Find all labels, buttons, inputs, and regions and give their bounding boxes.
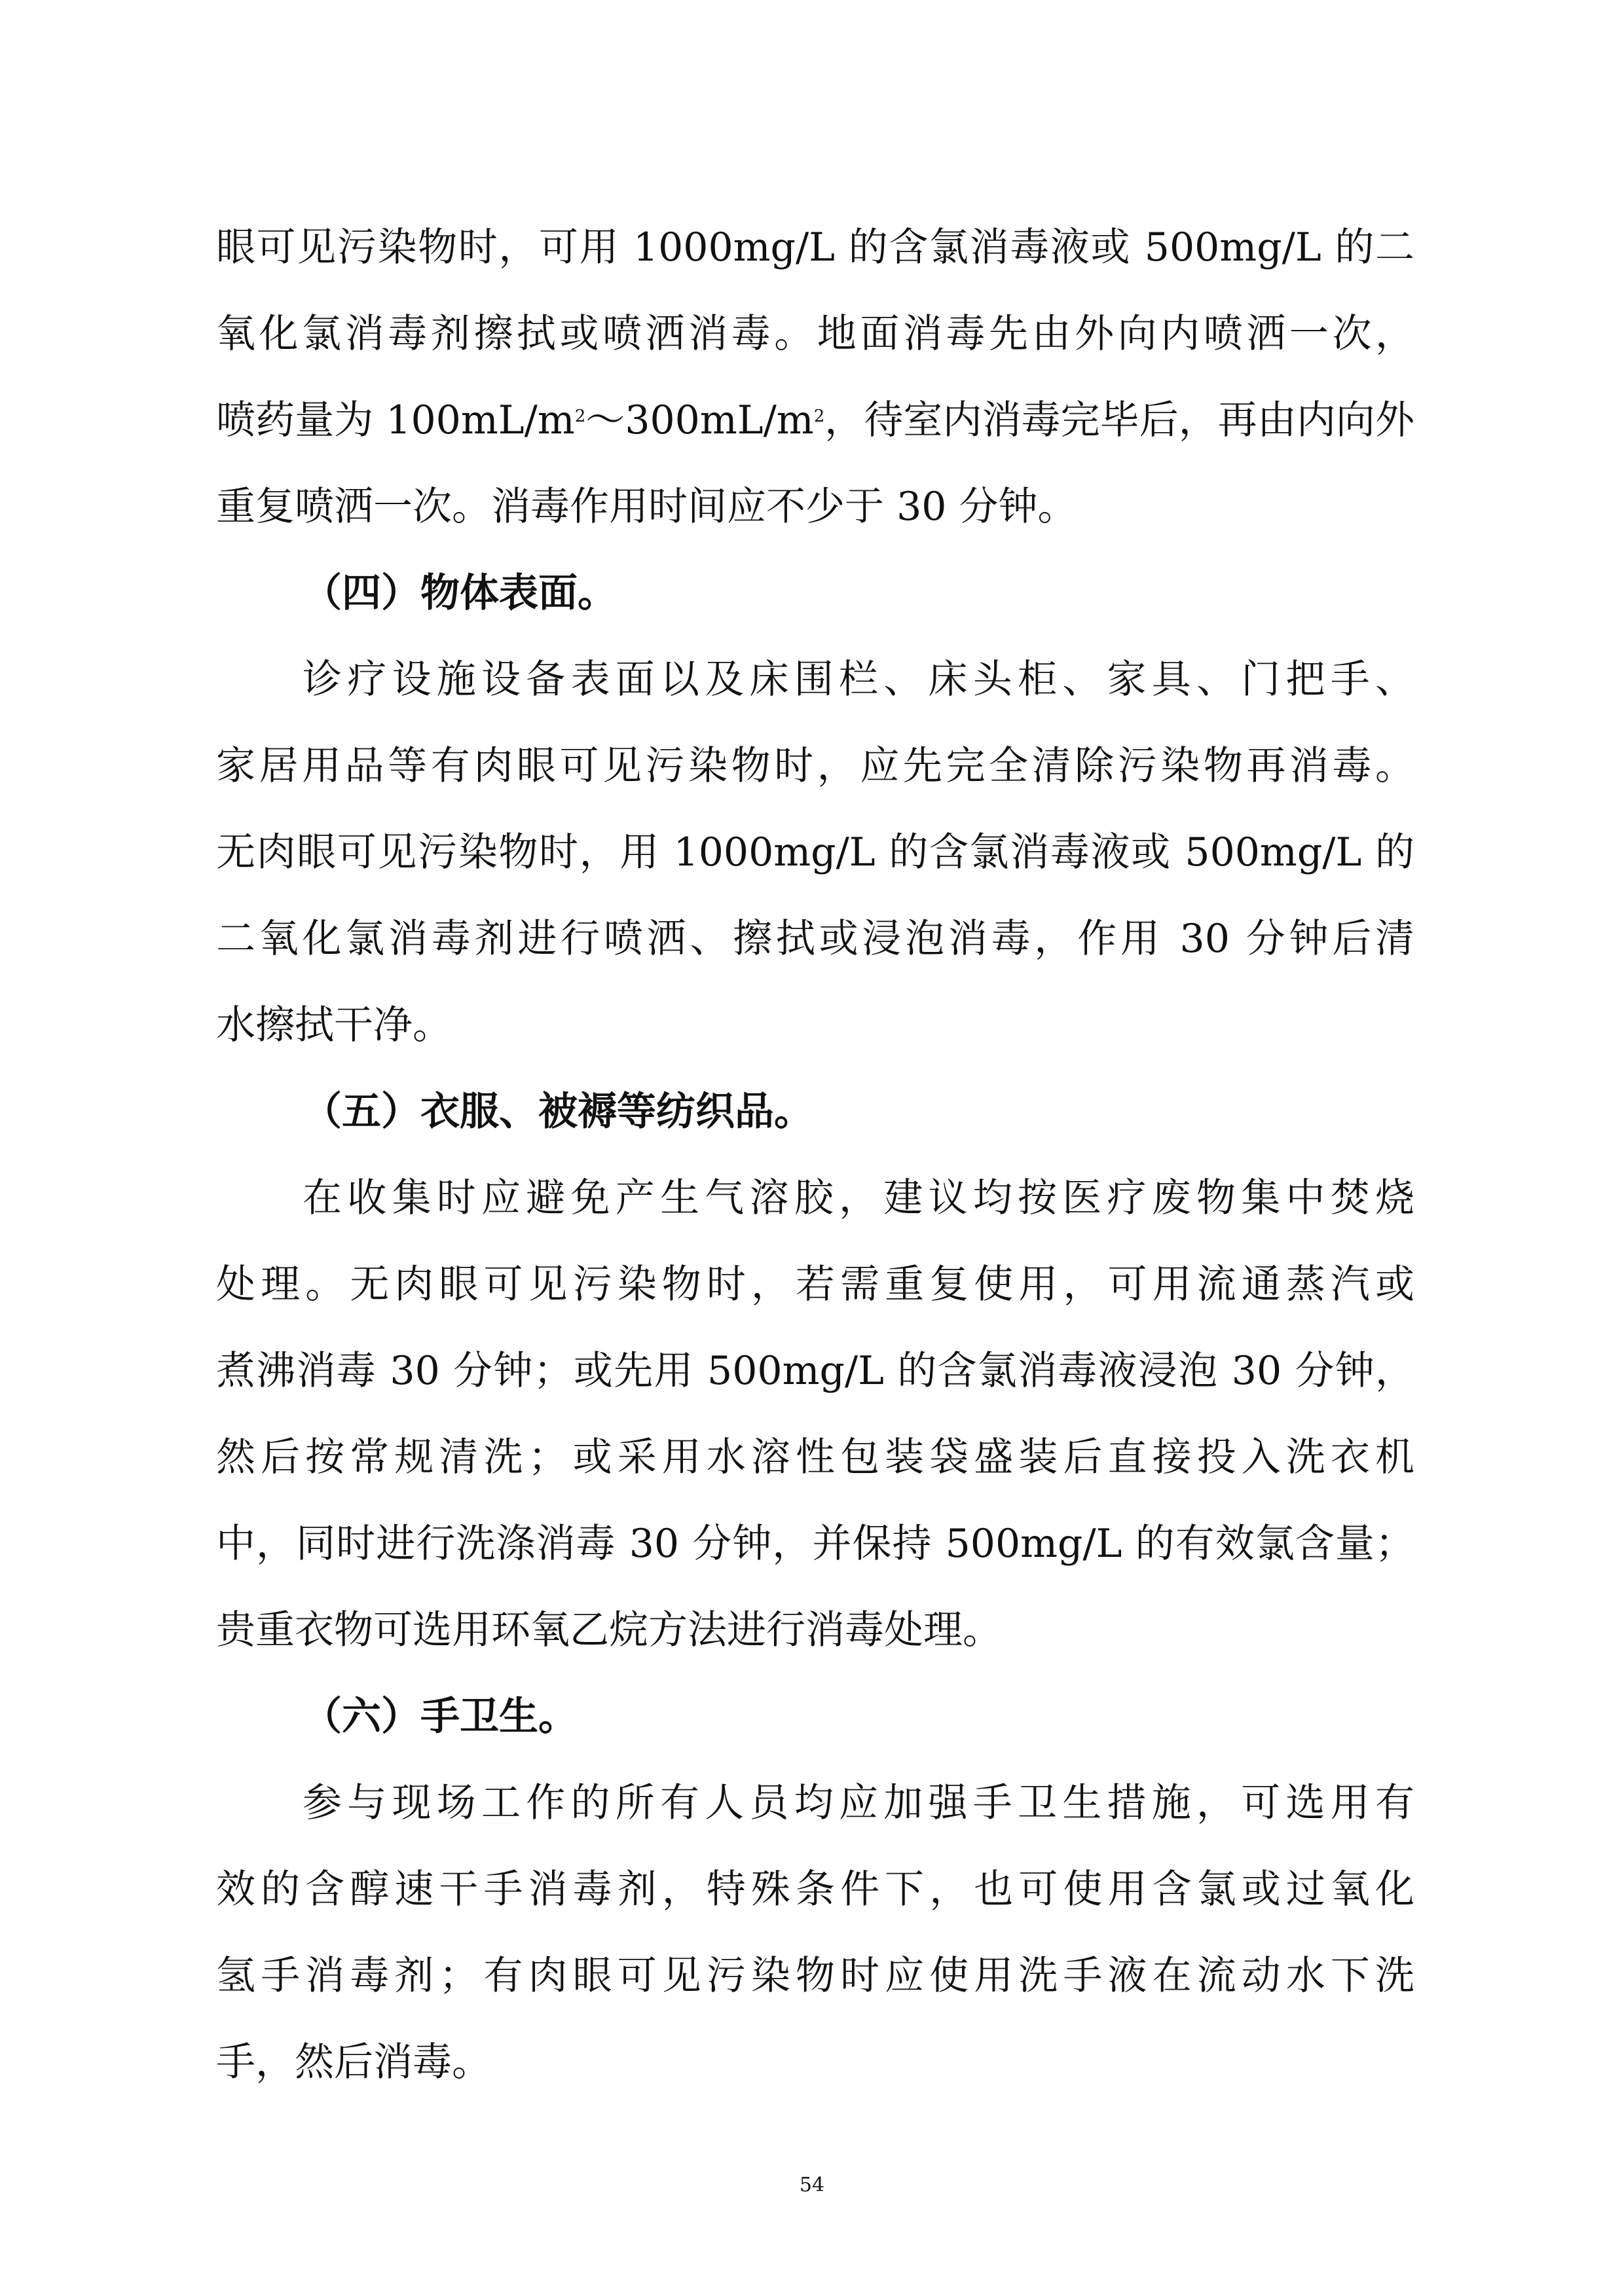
section-heading: （五）衣服、被褥等纺织品。: [303, 1089, 813, 1135]
paragraph-line: 参与现场工作的所有人员均应加强手卫生措施，可选用有: [303, 1780, 1414, 1826]
section-heading: （六）手卫生。: [303, 1694, 578, 1740]
paragraph-line: 家居用品等有肉眼可见污染物时，应先完全清除污染物再消毒。: [216, 743, 1414, 789]
section-heading: （四）物体表面。: [303, 570, 617, 616]
paragraph-line: 重复喷洒一次。消毒作用时间应不少于 30 分钟。: [216, 484, 1077, 530]
paragraph-line: 贵重衣物可选用环氧乙烷方法进行消毒处理。: [216, 1607, 1002, 1653]
text-segment: ～300mL/m: [585, 397, 814, 443]
paragraph-line: 中，同时进行洗涤消毒 30 分钟，并保持 500mg/L 的有效氯含量；: [216, 1521, 1414, 1567]
paragraph-line: 氢手消毒剂；有肉眼可见污染物时应使用洗手液在流动水下洗: [216, 1953, 1414, 1999]
text-segment: ，待室内消毒完毕后，再由内向外: [824, 397, 1414, 443]
paragraph-line: 无肉眼可见污染物时，用 1000mg/L 的含氯消毒液或 500mg/L 的: [216, 829, 1414, 875]
superscript: 2: [813, 407, 825, 426]
paragraph-line: 水擦拭干净。: [216, 1002, 452, 1048]
paragraph-line: 眼可见污染物时，可用 1000mg/L 的含氯消毒液或 500mg/L 的二: [216, 225, 1414, 270]
paragraph-line: [216, 397, 1414, 444]
paragraph-line: 效的含醇速干手消毒剂，特殊条件下，也可使用含氯或过氧化: [216, 1867, 1414, 1912]
paragraph-line: 氧化氯消毒剂擦拭或喷洒消毒。地面消毒先由外向内喷洒一次，: [216, 311, 1414, 357]
paragraph-line: 诊疗设施设备表面以及床围栏、床头柜、家具、门把手、: [303, 657, 1414, 702]
paragraph-line: 在收集时应避免产生气溶胶，建议均按医疗废物集中焚烧: [303, 1175, 1414, 1221]
page-number: 54: [799, 2174, 825, 2196]
paragraph-line: 煮沸消毒 30 分钟；或先用 500mg/L 的含氯消毒液浸泡 30 分钟，: [216, 1348, 1414, 1394]
text-segment: 喷药量为 100mL/m: [216, 397, 575, 443]
paragraph-line: 处理。无肉眼可见污染物时，若需重复使用，可用流通蒸汽或: [216, 1262, 1414, 1307]
paragraph-line: 二氧化氯消毒剂进行喷洒、擦拭或浸泡消毒，作用 30 分钟后清: [216, 916, 1414, 962]
paragraph-line: 手，然后消毒。: [216, 2039, 491, 2085]
paragraph-line: 然后按常规清洗；或采用水溶性包装袋盛装后直接投入洗衣机: [216, 1434, 1414, 1480]
superscript: 2: [574, 407, 586, 426]
